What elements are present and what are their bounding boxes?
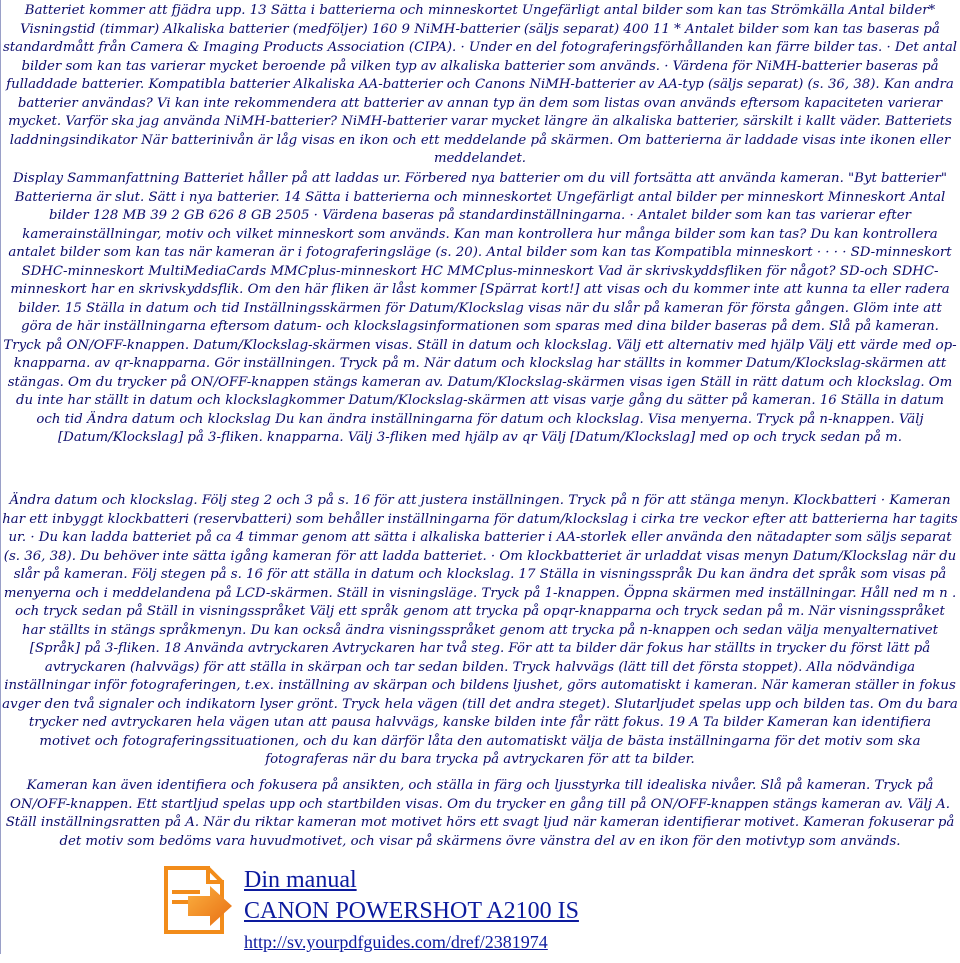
pdf-document-icon — [158, 862, 236, 940]
manual-link[interactable]: Din manual — [244, 867, 357, 893]
body-paragraph-4: Kameran kan även identifiera och fokusera på ansikten, och ställa in färg och ljusstyrka till idealiska nivåer. Slå på kameran. Tryck på ON/OFF-knappen. Ett startljud spelas upp och startbilden visas. Om du trycker en gång till på ON/OFF-knappen stängs kameran av. Välj A. Ställ inställningsratten på A. När du riktar kameran mot motivet hörs ett svagt ljud när kameran identifierar motivet. Kameran fokuserar på det motiv som bedöms vara huvudmotivet, och visar på skärmens övre vänstra del av en ikon för den motivtyp som används. — [5, 778, 955, 849]
body-paragraph-2: Display Sammanfattning Batteriet håller på att laddas ur. Förbered nya batterier om du vill fortsätta att använda kameran. "Byt batterier" Batterierna är slut. Sätt i nya batterier. 14 Sätta i batterierna och minneskortet Ungefärligt antal bilder per minneskort Minneskort Antal bilder 128 MB 39 2 GB 626 8 GB 2505 · Värdena baseras på standardinställningarna. · Antalet bilder som kan tas varierar efter kamerainställningar, motiv och vilket minneskort som används. Kan man kontrollera hur många bilder som kan tas? Du kan kontrollera antalet bilder som kan tas när kameran är i fotograferingsläge (s. 20). Antal bilder som kan tas Kompatibla minneskort · · · · SD-minneskort SDHC-minneskort MultiMediaCards MMCplus-minneskort HC MMCplus-minneskort Vad är skrivskyddsfliken för något? SD-och SDHC-minneskort har en skrivskyddsflik. Om den här fliken är låst kommer [Spärrat kort!] att visas och du kommer inte att kunna ta eller radera bilder. 15 Ställa in datum och tid Inställningsskärmen för Datum/Klockslag visas när du slår på kameran för första gången. Glöm inte att göra de här inställningarna eftersom datum- och klockslagsinformationen som sparas med dina bilder baseras på dem. Slå på kameran. Tryck på ON/OFF-knappen. Datum/Klockslag-skärmen visas. Ställ in datum och klockslag. Välj ett alternativ med hjälp Välj ett värde med op-knapparna. av qr-knapparna. Gör inställningen. Tryck på m. När datum och klockslag har ställts in kommer Datum/Klockslag-skärmen att stängas. Om du trycker på ON/OFF-knappen stängs kameran av. Datum/Klockslag-skärmen visas igen Ställ in rätt datum och klockslag. Om du inte har ställt in datum och klockslagkommer Datum/Klockslag-skärmen att visas varje gång du sätter på kameran. 16 Ställa in datum och tid Ändra datum och klockslag Du kan ändra inställningarna för datum och klockslag. Visa menyerna. Tryck på n-knappen. Välj [Datum/Klockslag] på 3-fliken. knapparna. Välj 3-fliken med hjälp av qr Välj [Datum/Klockslag] med op och tryck sedan på m. — [3, 171, 957, 445]
footer-links — [244, 866, 579, 954]
body-paragraph-1: Batteriet kommer att fjädra upp. 13 Sätta i batterierna och minneskortet Ungefärligt antal bilder som kan tas Strömkälla Antal bilder* Visningstid (timmar) Alkaliska batterier (medföljer) 160 9 NiMH-batterier (säljs separat) 400 11 * Antalet bilder som kan tas baseras på standardmått från Camera & Imaging Products Association (CIPA). · Under en del fotograferingsförhållanden kan färre bilder tas. · Det antal bilder som kan tas varierar mycket beroende på vilken typ av alkaliska batterier som används. · Värdena för NiMH-batterier baseras på fulladdade batterier. Kompatibla batterier Alkaliska AA-batterier och Canons NiMH-batterier av AA-typ (säljs separat) (s. 36, 38). Kan andra batterier användas? Vi kan inte rekommendera att batterier av annan typ än dem som listas ovan används eftersom kapaciteten varierar mycket. Varför ska jag använda NiMH-batterier? NiMH-batterier varar mycket längre än alkaliska batterier, särskilt i kallt väder. Batteriets laddningsindikator När batterinivån är låg visas en ikon och ett meddelande på skärmen. Om batterierna är laddade visas inte ikonen eller meddelandet. — [2, 3, 958, 166]
body-paragraph-3: Ändra datum och klockslag. Följ steg 2 och 3 på s. 16 för att justera inställningen. Tryck på n för att stänga menyn. Klockbatteri · Kameran har ett inbyggt klockbatteri (reservbatteri) som behåller inställningarna för datum/klockslag i cirka tre veckor efter att batterierna har tagits ur. · Du kan ladda batteriet på ca 4 timmar genom att sätta i alkaliska batterier i AA-storlek eller använda den nätadapter som säljs separat (s. 36, 38). Du behöver inte sätta igång kameran för att ladda batteriet. · Om klockbatteriet är urladdat visas menyn Datum/Klockslag när du slår på kameran. Följ stegen på s. 16 för att ställa in datum och klockslag. 17 Ställa in visningsspråk Du kan ändra det språk som visas på menyerna och i meddelandena på LCD-skärmen. Ställ in visningsläge. Tryck på 1-knappen. Öppna skärmen med inställningar. Håll ned m n . och tryck sedan på Ställ in visningsspråket Välj ett språk genom att trycka på opqr-knapparna och tryck sedan på m. När visningsspråket har ställts in stängs språkmenyn. Du kan också ändra visningsspråket genom att trycka på n-knappen och sedan välja menyalternativet [Språk] på 3-fliken. 18 Använda avtryckaren Avtryckaren har två steg. För att ta bilder där fokus har ställts in trycker du först lätt på avtryckaren (halvvägs) för att ställa in skärpan och tar sedan bilden. Tryck halvvägs (lätt till det första stoppet). Alla nödvändiga inställningar inför fotograferingen, t.ex. inställning av skärpan och bildens ljushet, görs automatiskt i kameran. När kameran ställer in fokus avger den två signaler och indikatorn lyser grönt. Tryck hela vägen (till det andra steget). Slutarljudet spelas upp och bilden tas. Om du bara trycker ned avtryckaren hela vägen utan att pausa halvvägs, kanske bilden inte får rätt fokus. 19 A Ta bilder Kameran kan identifiera motivet och fotograferingssituationen, och du kan därför låta den automatiskt välja de bästa inställningarna för det motiv som ska fotograferas när du bara trycka på avtryckaren för att ta bilder. — [2, 493, 958, 767]
product-link[interactable]: CANON POWERSHOT A2100 IS — [244, 898, 579, 924]
url-link[interactable]: http://sv.yourpdfguides.com/dref/2381974 — [244, 932, 548, 952]
left-margin-rule — [0, 0, 1, 954]
